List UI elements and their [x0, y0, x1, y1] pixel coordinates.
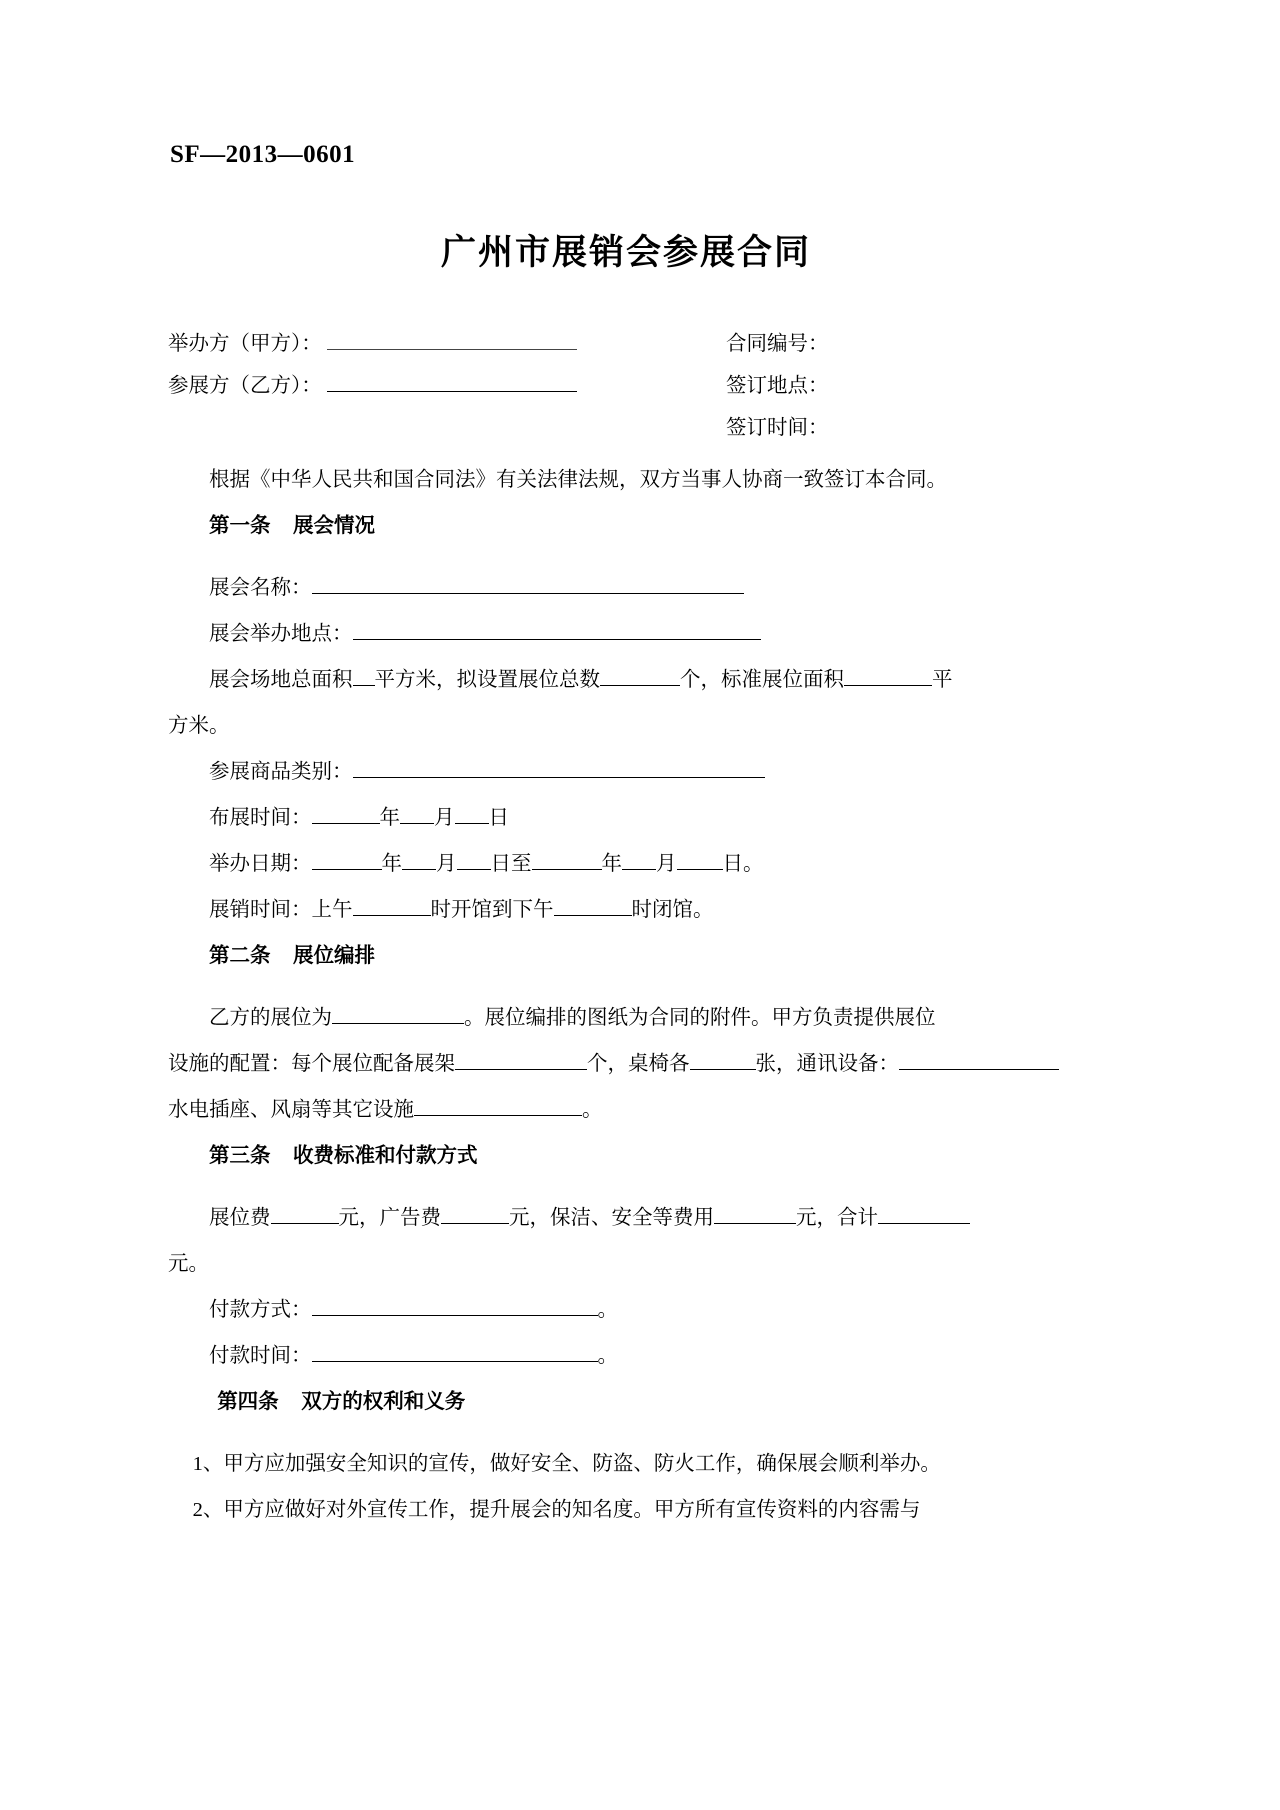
booth-facility-text-2: 个，桌椅各	[587, 1053, 690, 1075]
organizer-blank[interactable]	[327, 327, 577, 350]
contract-body	[168, 457, 1112, 1533]
clause-1-title: 展会情况	[293, 515, 376, 537]
venue-area-text-4: 平	[932, 669, 953, 691]
hold-year1-label: 年	[381, 853, 402, 875]
organizer-label: 举办方（甲方）：	[168, 333, 322, 355]
setup-time-label: 布展时间：	[209, 807, 312, 829]
contract-no-label: 合同编号：	[726, 333, 829, 355]
hold-month1-label: 月	[436, 853, 457, 875]
pay-time-end: 。	[597, 1345, 618, 1367]
hold-day2-label: 日。	[722, 853, 764, 875]
fee-text-3: 元，保洁、安全等费用	[509, 1207, 714, 1229]
exhibitor-blank[interactable]	[327, 369, 577, 392]
document-code: SF—2013—0601	[170, 141, 356, 168]
hold-year2-blank[interactable]	[532, 847, 602, 870]
show-time-mid: 时开馆到下午	[430, 899, 554, 921]
booth-facility-text-3: 张，通讯设备：	[755, 1053, 899, 1075]
fee-text-2: 元，广告费	[338, 1207, 441, 1229]
clause-1-heading	[168, 503, 1112, 549]
hold-day1-blank[interactable]	[457, 847, 491, 870]
goods-category-row	[168, 749, 1112, 795]
fee-text-1: 展位费	[209, 1207, 271, 1229]
fee-row-cont: 元。	[168, 1253, 209, 1275]
setup-month-label: 月	[434, 807, 455, 829]
fee-text-4: 元，合计	[796, 1207, 878, 1229]
setup-year-blank[interactable]	[312, 801, 380, 824]
booth-facility-text-1: 设施的配置：每个展位配备展架	[168, 1053, 455, 1075]
show-time-end: 时闭馆。	[631, 899, 714, 921]
preamble-paragraph: 根据《中华人民共和国合同法》有关法律法规，双方当事人协商一致签订本合同。	[209, 469, 947, 491]
page-title: 广州市展销会参展合同	[440, 233, 811, 273]
hold-date-label: 举办日期：	[209, 853, 312, 875]
service-fee-blank[interactable]	[714, 1201, 796, 1224]
pay-time-blank[interactable]	[312, 1339, 598, 1362]
goods-category-blank[interactable]	[353, 755, 765, 778]
sign-time-row	[726, 407, 1106, 449]
venue-area-blank[interactable]	[353, 663, 375, 686]
shelf-count-blank[interactable]	[455, 1047, 587, 1070]
other-facility-blank[interactable]	[414, 1093, 582, 1116]
venue-area-row	[168, 657, 1112, 703]
pay-method-label: 付款方式：	[209, 1299, 312, 1321]
header-right-column	[726, 323, 1106, 449]
booth-other-facility-text: 水电插座、风扇等其它设施	[168, 1099, 414, 1121]
show-time-row	[168, 887, 1112, 933]
show-close-blank[interactable]	[554, 893, 632, 916]
clause-4-item-2: 2、甲方应做好对外宣传工作，提升展会的知名度。甲方所有宣传资料的内容需与	[192, 1499, 921, 1521]
fair-name-label: 展会名称：	[209, 577, 312, 599]
pay-method-end: 。	[597, 1299, 618, 1321]
hold-month2-blank[interactable]	[622, 847, 656, 870]
hold-year2-label: 年	[601, 853, 622, 875]
clause-2-label: 第二条	[209, 945, 271, 967]
pay-method-row	[168, 1287, 1112, 1333]
booth-other-facility-row	[168, 1087, 1112, 1133]
hold-day1-label: 日至	[490, 853, 532, 875]
fair-place-blank[interactable]	[353, 617, 761, 640]
fair-place-label: 展会举办地点：	[209, 623, 353, 645]
pay-method-blank[interactable]	[312, 1293, 598, 1316]
clause-3-heading	[168, 1133, 1112, 1179]
setup-day-blank[interactable]	[455, 801, 489, 824]
booth-facility-row	[168, 1041, 1112, 1087]
sign-place-label: 签订地点：	[726, 375, 829, 397]
ad-fee-blank[interactable]	[441, 1201, 509, 1224]
pay-time-row	[168, 1333, 1112, 1379]
booth-assign-blank[interactable]	[332, 1001, 464, 1024]
venue-area-row-cont: 方米。	[168, 715, 230, 737]
booth-assign-row	[168, 995, 1112, 1041]
clause-2-heading	[168, 933, 1112, 979]
fair-name-blank[interactable]	[312, 571, 744, 594]
venue-area-text-3: 个，标准展位面积	[680, 669, 844, 691]
setup-year-label: 年	[379, 807, 400, 829]
hold-month1-blank[interactable]	[402, 847, 436, 870]
booth-area-blank[interactable]	[844, 663, 932, 686]
clause-3-label: 第三条	[209, 1145, 271, 1167]
clause-2-title: 展位编排	[293, 945, 376, 967]
booth-assign-text-1: 乙方的展位为	[209, 1007, 332, 1029]
fair-place-row	[168, 611, 1112, 657]
clause-3-title: 收费标准和付款方式	[293, 1145, 478, 1167]
hold-month2-label: 月	[656, 853, 677, 875]
clause-4-label: 第四条	[217, 1391, 279, 1413]
clause-4-heading	[168, 1379, 1112, 1425]
setup-month-blank[interactable]	[400, 801, 434, 824]
booth-other-facility-end: 。	[582, 1099, 603, 1121]
booth-fee-blank[interactable]	[271, 1201, 339, 1224]
total-fee-blank[interactable]	[878, 1201, 970, 1224]
table-chair-blank[interactable]	[690, 1047, 756, 1070]
setup-time-row	[168, 795, 1112, 841]
goods-category-label: 参展商品类别：	[209, 761, 353, 783]
venue-area-text-1: 展会场地总面积	[209, 669, 353, 691]
hold-day2-blank[interactable]	[677, 847, 723, 870]
booth-assign-text-2: 。展位编排的图纸为合同的附件。甲方负责提供展位	[464, 1007, 936, 1029]
venue-area-text-2: 平方米，拟设置展位总数	[374, 669, 600, 691]
hold-year1-blank[interactable]	[312, 847, 382, 870]
contract-header-meta	[168, 323, 1112, 439]
comm-device-blank[interactable]	[899, 1047, 1059, 1070]
clause-1-label: 第一条	[209, 515, 271, 537]
exhibitor-label: 参展方（乙方）：	[168, 375, 322, 397]
sign-time-label: 签订时间：	[726, 417, 829, 439]
show-open-blank[interactable]	[353, 893, 431, 916]
contract-no-row	[726, 323, 1106, 365]
fair-name-row	[168, 565, 1112, 611]
sign-place-row	[726, 365, 1106, 407]
clause-4-title: 双方的权利和义务	[301, 1391, 466, 1413]
pay-time-label: 付款时间：	[209, 1345, 312, 1367]
document-body	[168, 0, 1112, 1533]
fee-row	[168, 1195, 1112, 1241]
show-time-label: 展销时间：上午	[209, 899, 353, 921]
booth-count-blank[interactable]	[600, 663, 680, 686]
hold-date-row	[168, 841, 1112, 887]
clause-4-item-1: 1、甲方应加强安全知识的宣传，做好安全、防盗、防火工作，确保展会顺利举办。	[192, 1453, 941, 1475]
setup-day-label: 日	[488, 807, 509, 829]
